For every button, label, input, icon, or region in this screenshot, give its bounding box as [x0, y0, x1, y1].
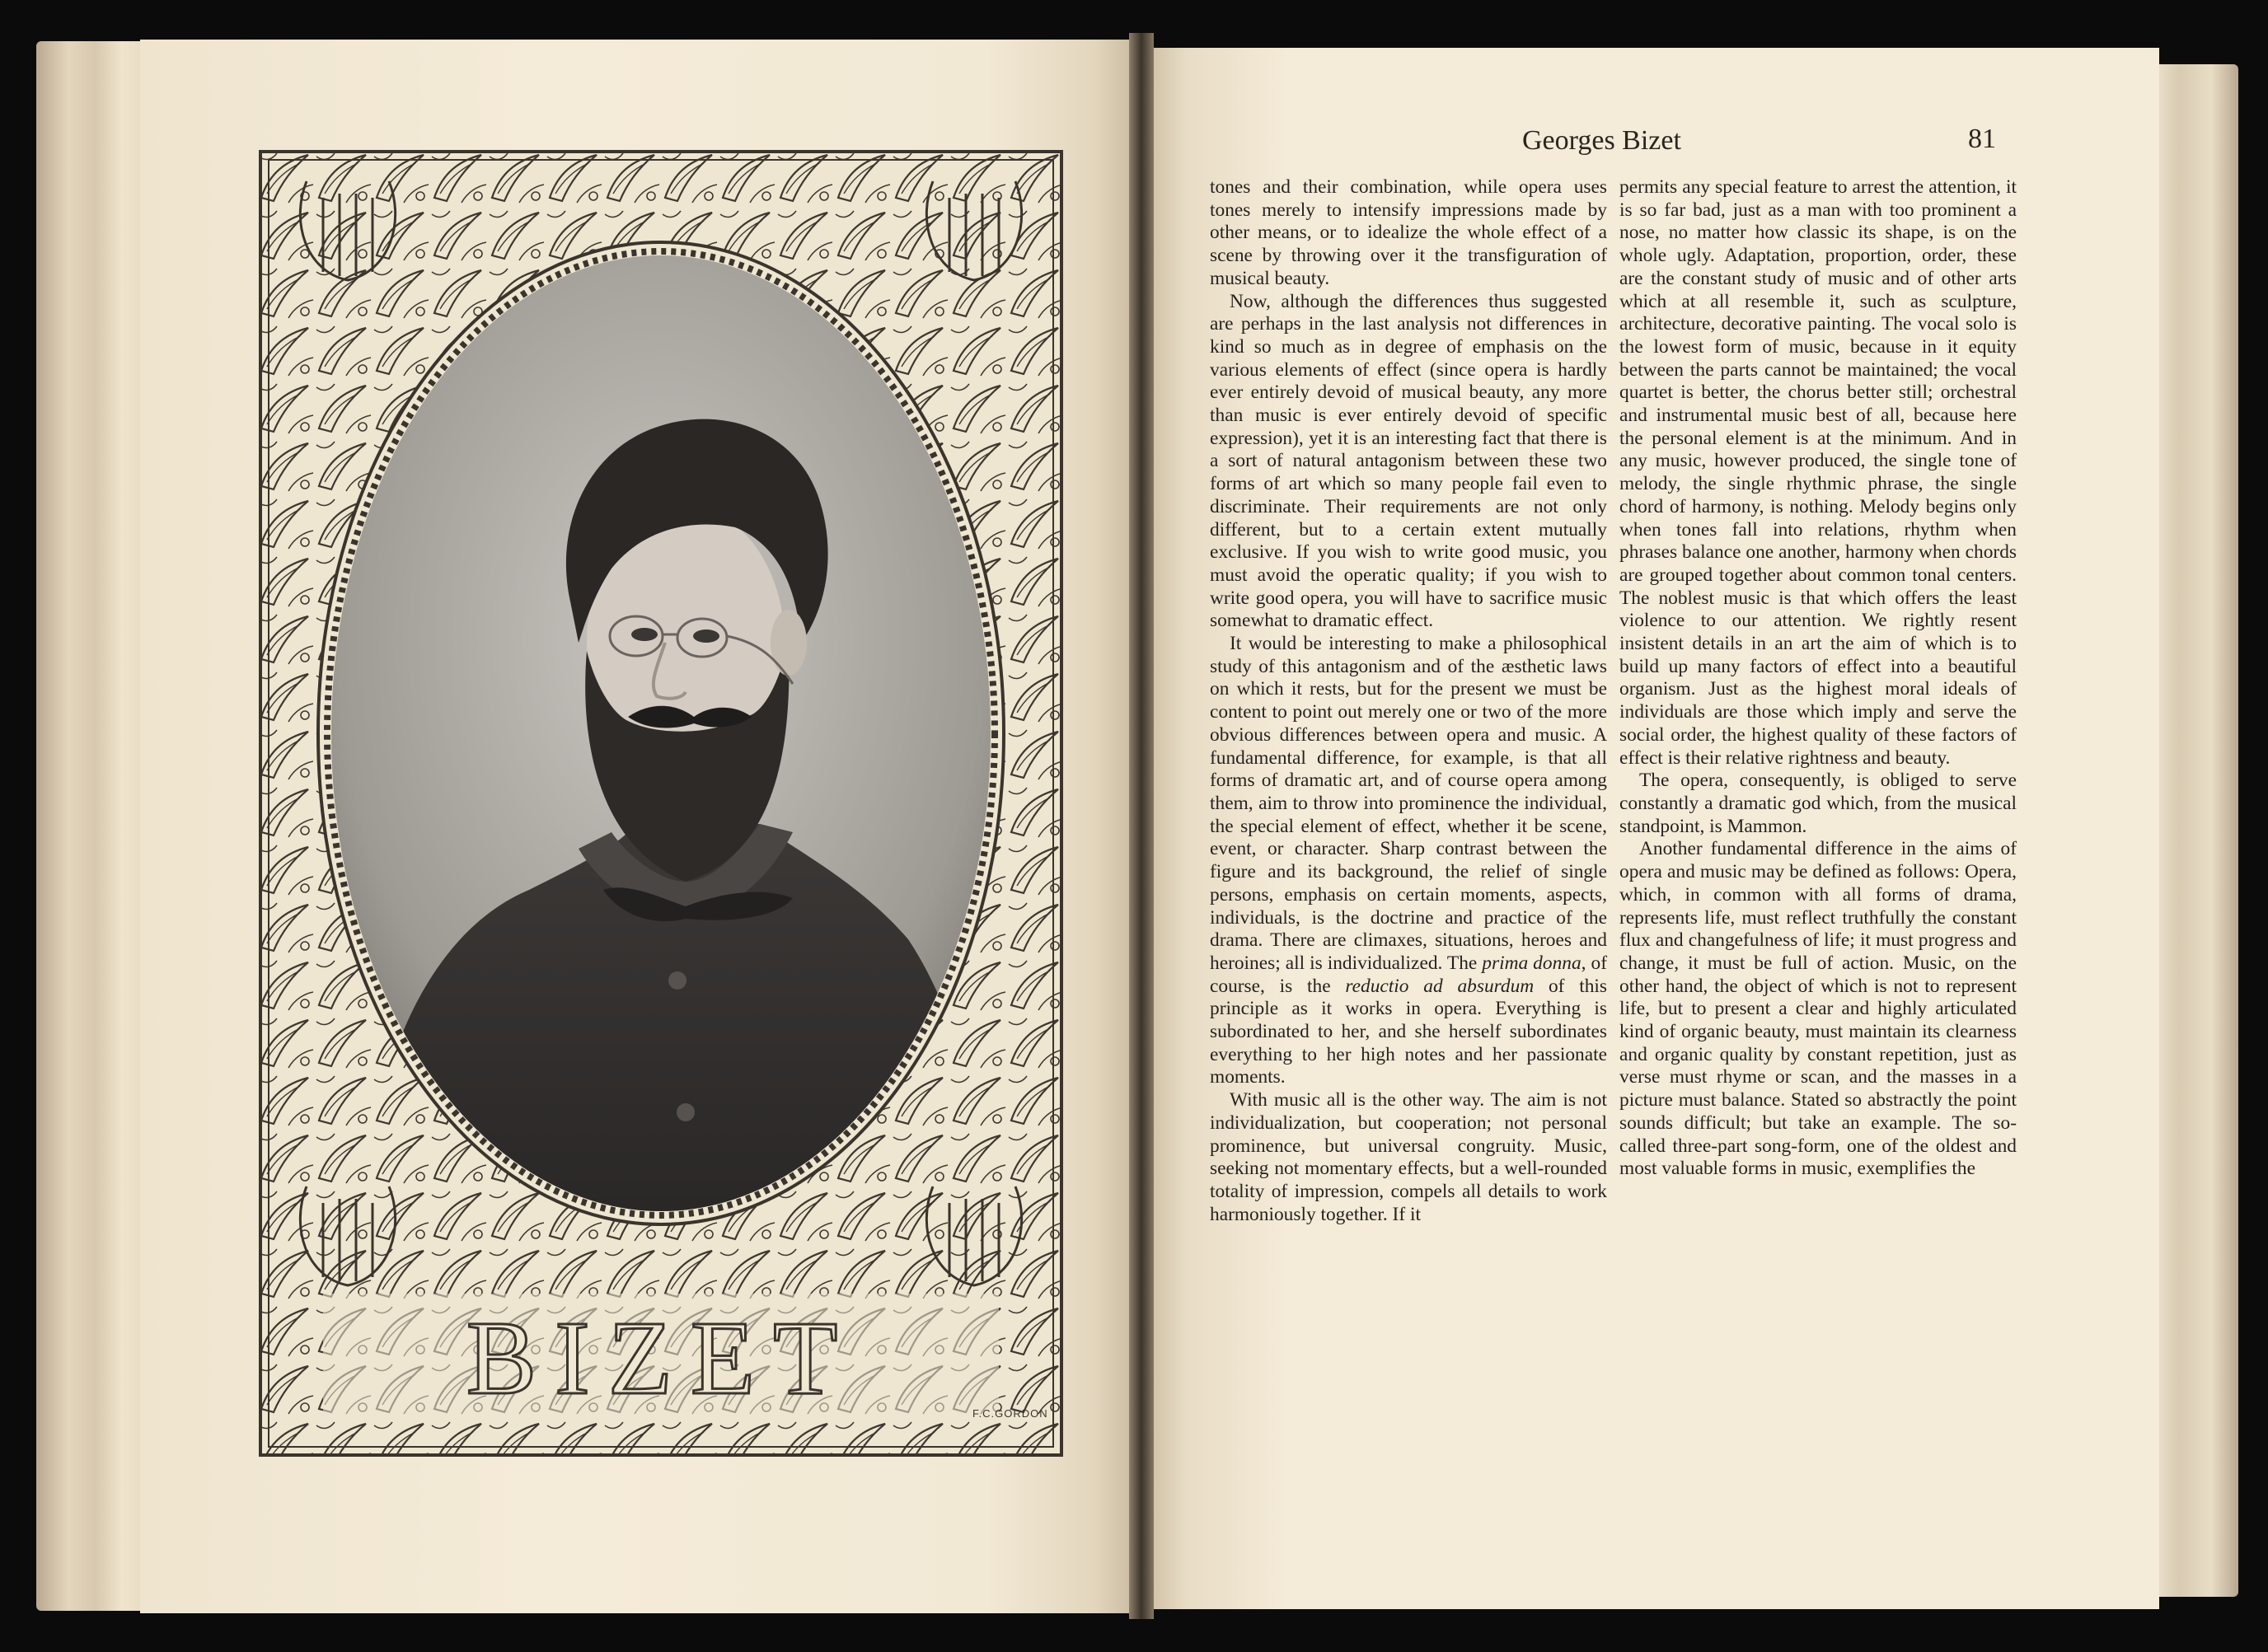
portrait-of-georges-bizet-icon: [331, 255, 991, 1211]
italic-term: prima donna: [1482, 952, 1582, 974]
left-page-edges: [36, 41, 143, 1611]
paragraph: With music all is the other way. The aim is not individualization, but cooperation; not personal prominence, but universal congruity. Music, seeking not momentary effects, but a well-rounded totality of impression, compels all details to work harmoniously together. If it: [1210, 1089, 1607, 1225]
portrait-plate: [257, 148, 1065, 1458]
right-page-edges: [2148, 64, 2238, 1597]
paragraph: Another fundamental difference in the aims of opera and music may be defined as follows: Opera, which, in common with all forms of drama, represents life, must reflect truthfully the constant flux and changefulness of life; it must progress and change, it must be full of action. Music, on the other hand, the object of which is not to represent life, but to present a clear and highly articulated kind of organic beauty, must maintain its clearness and organic quality by constant repetition, just as verse must rhyme or scan, and the masses in a picture must balance. Stated so abstractly the point sounds difficult; but take an example. The so-called three-part song-form, one of the oldest and most valuable forms in music, exemplifies the: [1619, 838, 2017, 1180]
page-number: 81: [1968, 124, 1996, 154]
paragraph: The opera, consequently, is obliged to serve constantly a dramatic god which, from the musical standpoint, is Mammon.: [1619, 770, 2017, 837]
running-head: Georges Bizet: [1522, 125, 1681, 156]
paragraph-text: It would be interesting to make a philosophical study of this antagonism and of the æsthetic laws on which it rests, but for the present we must be content to point out merely one or two of the more obvious differences between opera and music. A fundamental difference, for example, is that all forms of dramatic art, and of course opera among them, aim to throw into prominence the individual, the special element of effect, whether it be scene, event, or character. Sharp contrast between the figure and its background, the relief of single persons, emphasis on certain moments, aspects, individuals, is the doctrine and practice of the drama. There are climaxes, situations, heroes and heroines; all is individualized. The: [1210, 633, 1607, 974]
text-column-2: [1619, 176, 2017, 1181]
book-gutter: [1129, 33, 1154, 1619]
italic-term: reductio ad absurdum: [1345, 975, 1535, 997]
artist-signature: F.C.GORDON: [972, 1407, 1048, 1420]
bizet-portrait-photo: [331, 255, 991, 1211]
plate-title: BIZET: [466, 1299, 856, 1416]
text-column-1: [1210, 176, 1607, 1226]
paragraph-text: , of course, is the: [1210, 952, 1607, 997]
paragraph: [1210, 633, 1607, 1089]
paragraph-text: of this principle as it works in opera. Everything is subordinated to her, and she herself subordinates everything to her high notes and her passionate moments.: [1210, 975, 1608, 1088]
paragraph: permits any special feature to arrest the attention, it is so far bad, just as a man with too prominent a nose, no matter how classic its shape, is on the whole ugly. Adaptation, proportion, order, these are the constant study of music and of other arts which at all resemble it, such as sculpture, architecture, decorative painting. The vocal solo is the lowest form of music, because in it equity between the parts cannot be maintained; the vocal quartet is better, the chorus better still; orchestral and instrumental music best of all, because here the personal element is at the minimum. And in any music, however produced, the single tone of melody, the single rhythmic phrase, the single chord of harmony, is nothing. Melody begins only when tones fall into relations, rhythm when phrases balance one another, harmony when chords are grouped together about common tonal centers. The noblest music is that which offers the least violence to our attention. We rightly resent insistent details in an art the aim of which is to build up many factors of effect into a beautiful organism. Just as the highest moral ideals of individuals are those which imply and serve the social order, the highest quality of these factors of effect is their relative rightness and beauty.: [1619, 176, 2017, 769]
paragraph: tones and their combination, while opera uses tones merely to intensify impressions made by other means, or to idealize the whole effect of a scene by throwing over it the transfiguration of musical beauty.: [1210, 176, 1607, 289]
paragraph: Now, although the differences thus suggested are perhaps in the last analysis not differences in kind so much as in degree of emphasis on the various elements of effect (since opera is hardly ever entirely devoid of musical beauty, any more than music is ever entirely devoid of specific expression), yet it is an interesting fact that there is a sort of natural antagonism between these two forms of art which so many people fail even to discriminate. Their requirements are not only different, but to a certain extent mutually exclusive. If you wish to write good music, you must avoid the operatic quality; if you wish to write good opera, you will have to sacrifice music somewhat to dramatic effect.: [1210, 290, 1607, 632]
